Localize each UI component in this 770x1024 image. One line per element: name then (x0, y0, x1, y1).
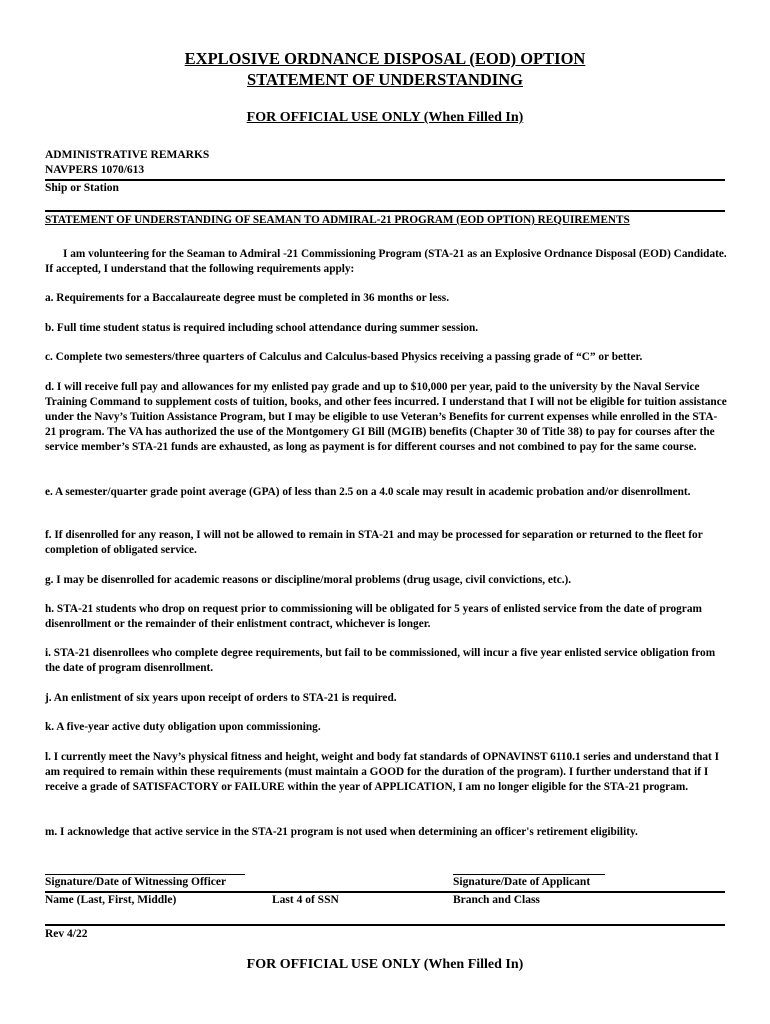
witness-signature-line[interactable] (45, 874, 245, 875)
requirement-l: l. I currently meet the Navy’s physical fitness and height, weight and body fat standards of OPNAVINST 6110.1 series and understand that I am required to remain within these requirements (must maintain a GOOD for the duration of the program). I further understand that if I receive a grade of SATISFACTORY or FAILURE within the year of APPLICATION, I am no longer eligible for the STA-21 program. (45, 751, 720, 793)
divider-line (45, 891, 725, 893)
requirement-m: m. I acknowledge that active service in the STA-21 program is not used when determining an officer's retirement eligibility. (45, 826, 638, 838)
navpers-form-number: NAVPERS 1070/613 (45, 164, 145, 176)
divider-line (45, 210, 725, 212)
form-title-line-2: STATEMENT OF UNDERSTANDING (247, 70, 523, 89)
requirement-a: a. Requirements for a Baccalaureate degree must be completed in 36 months or less. (45, 292, 450, 304)
applicant-signature-label: Signature/Date of Applicant (453, 876, 591, 888)
ssn-field-label: Last 4 of SSN (272, 894, 339, 906)
section-heading: STATEMENT OF UNDERSTANDING OF SEAMAN TO ADMIRAL-21 PROGRAM (EOD OPTION) REQUIREMENTS (45, 214, 630, 226)
name-field-label: Name (Last, First, Middle) (45, 894, 177, 906)
requirement-f: f. If disenrolled for any reason, I will not be allowed to remain in STA-21 and may be processed for separation or returned to the fleet for completion of obligated service. (45, 529, 703, 556)
requirement-d: d. I will receive full pay and allowances for my enlisted pay grade and up to $10,000 per year, paid to the university by the Naval Service Training Command to supplement costs of tuition, books, and other fees incurred. I understand that I will not be eligible for tuition assistance under the Navy’s Tuition Assistance Program, but I may be eligible to use Veteran’s Benefits for current expenses while enrolled in the STA-21 program. The VA has authorized the use of the Montgomery GI Bill (MGIB) benefits (Chapter 30 of Title 38) to pay for courses after the service member’s STA-21 funds are exhausted, as long as payment is for different courses and not combined to pay for the same course. (45, 381, 727, 453)
administrative-remarks-label: ADMINISTRATIVE REMARKS (45, 149, 210, 161)
form-title-line-1: EXPLOSIVE ORDNANCE DISPOSAL (EOD) OPTION (184, 49, 586, 68)
revision-label: Rev 4/22 (45, 928, 88, 940)
ship-or-station-field[interactable]: Ship or Station (45, 182, 119, 194)
applicant-signature-line[interactable] (453, 874, 605, 875)
official-use-footer: FOR OFFICIAL USE ONLY (When Filled In) (246, 957, 524, 972)
requirement-e: e. A semester/quarter grade point average (GPA) of less than 2.5 on a 4.0 scale may result in academic probation and/or disenrollment. (45, 486, 691, 498)
divider-line (45, 179, 725, 181)
requirement-j: j. An enlistment of six years upon receipt of orders to STA-21 is required. (45, 692, 397, 704)
divider-line (45, 924, 725, 926)
official-use-header: FOR OFFICIAL USE ONLY (When Filled In) (246, 110, 524, 125)
requirement-b: b. Full time student status is required including school attendance during summer session. (45, 322, 479, 334)
requirement-i: i. STA-21 disenrollees who complete degree requirements, but fail to be commissioned, will incur a five year enlisted service obligation from the date of program disenrollment. (45, 647, 716, 674)
intro-paragraph: I am volunteering for the Seaman to Admiral -21 Commissioning Program (STA-21 as an Explosive Ordnance Disposal (EOD) Candidate. If accepted, I understand that the following requirements apply: (45, 248, 727, 275)
branch-class-field-label: Branch and Class (453, 894, 540, 906)
requirement-c: c. Complete two semesters/three quarters of Calculus and Calculus-based Physics receiving a passing grade of “C” or better. (45, 351, 643, 363)
requirement-k: k. A five-year active duty obligation upon commissioning. (45, 721, 321, 733)
witness-signature-label: Signature/Date of Witnessing Officer (45, 876, 227, 888)
requirement-g: g. I may be disenrolled for academic reasons or discipline/moral problems (drug usage, civil convictions, etc.). (45, 574, 572, 586)
requirement-h: h. STA-21 students who drop on request prior to commissioning will be obligated for 5 years of enlisted service from the date of program disenrollment or the remainder of their enlistment contract, whichever is longer. (45, 603, 702, 630)
